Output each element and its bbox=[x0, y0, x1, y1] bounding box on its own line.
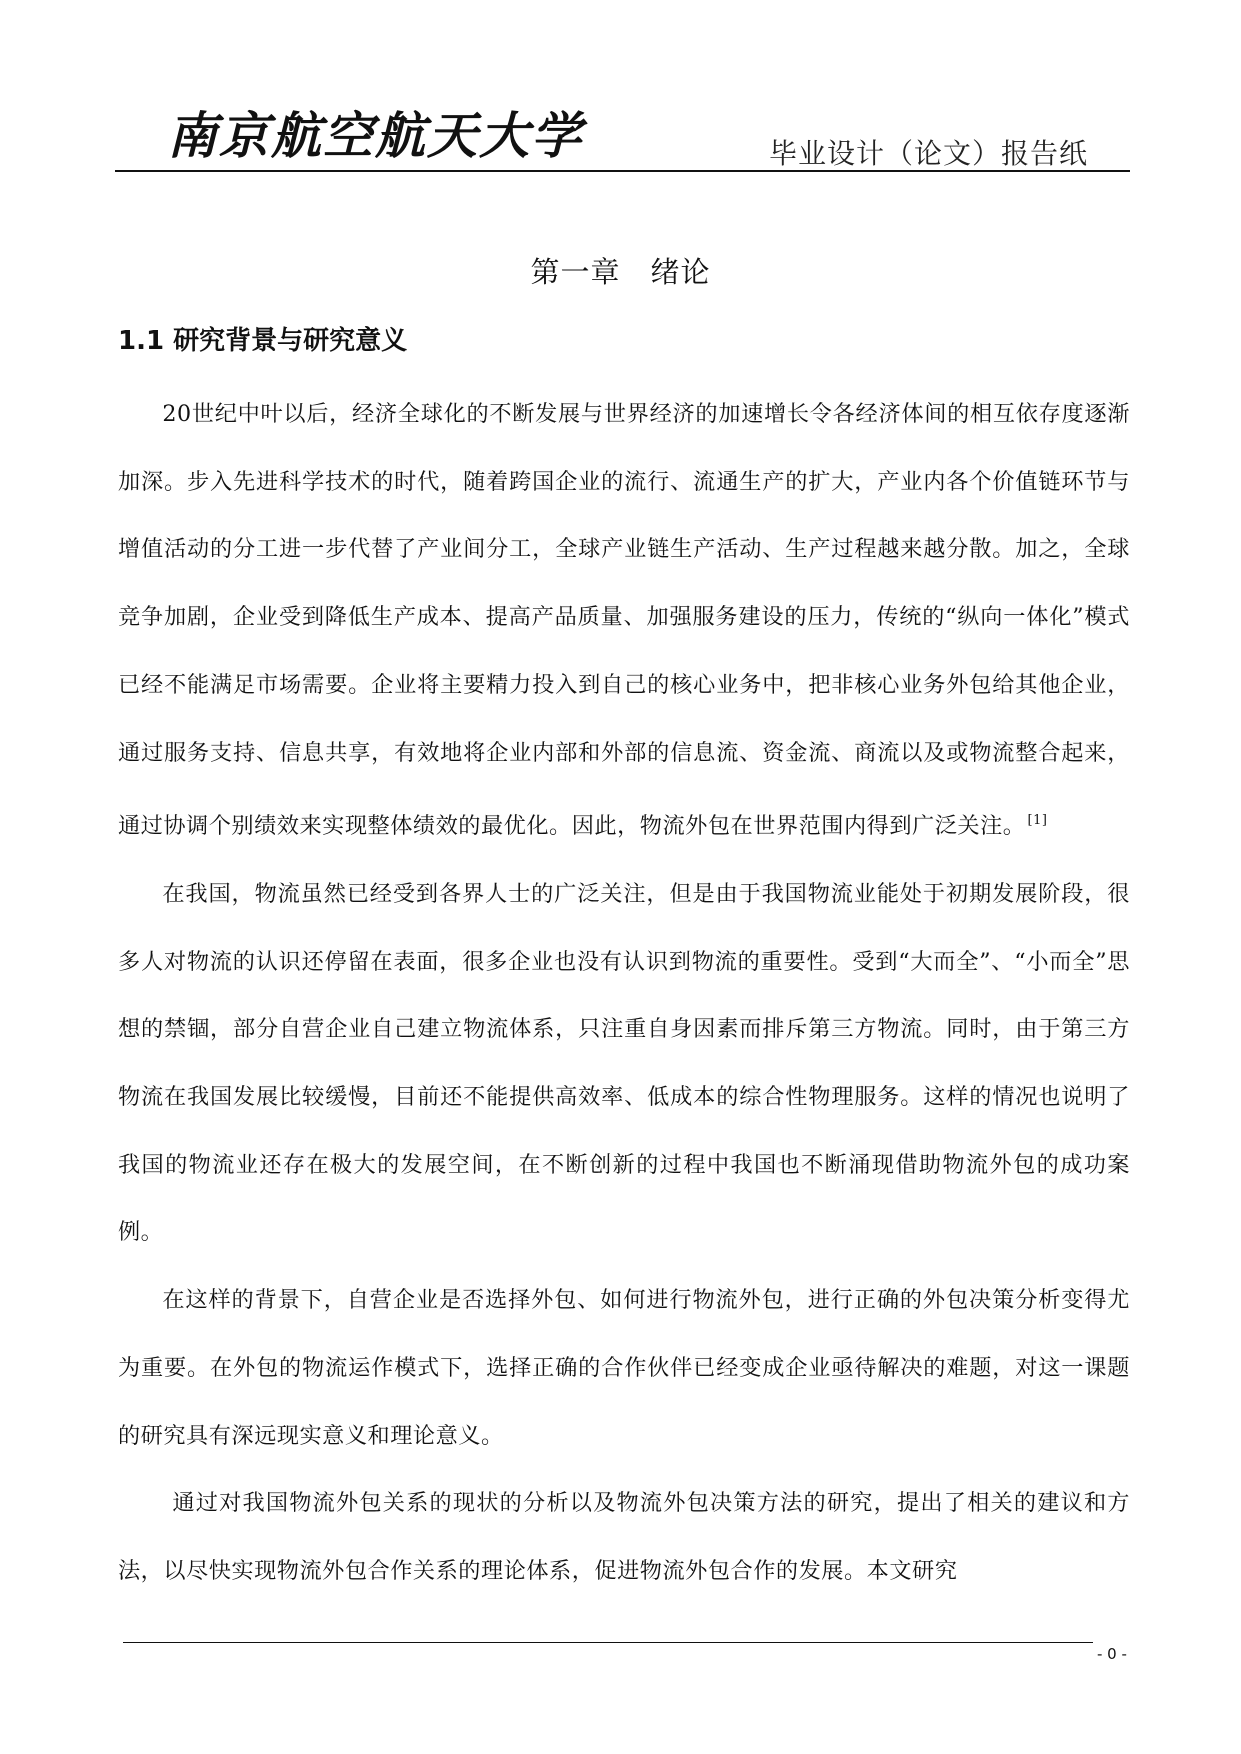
chapter-title: 第一章 绪论 bbox=[530, 255, 711, 289]
footer-divider bbox=[123, 1642, 1093, 1643]
header-divider bbox=[115, 170, 1130, 172]
paragraph: 在我国，物流虽然已经受到各界人士的广泛关注，但是由于我国物流业能处于初期发展阶段，很多人对物流的认识还停留在表面，很多企业也没有认识到物流的重要性。受到“大而全”、“小而全”思想的禁锢，部分自营企业自己建立物流体系，只注重自身因素而排斥第三方物流。同时，由于第三方物流在我国发展比较缓慢，目前还不能提供高效率、低成本的综合性物理服务。这样的情况也说明了我国的物流业还存在极大的发展空间，在不断创新的过程中我国也不断涌现借助物流外包的成功案例。 bbox=[118, 880, 1130, 1246]
header-title: 毕业设计（论文）报告纸 bbox=[768, 137, 1088, 170]
paragraph: 在这样的背景下，自营企业是否选择外包、如何进行物流外包，进行正确的外包决策分析变得尤为重要。在外包的物流运作模式下，选择正确的合作伙伴已经变成企业亟待解决的难题，对这一课题的研究具有深远现实意义和理论意义。 bbox=[118, 1287, 1130, 1449]
paragraph bbox=[118, 381, 1130, 861]
section-title: 1.1 研究背景与研究意义 bbox=[118, 326, 408, 356]
page-number: - 0 - bbox=[1097, 1645, 1127, 1663]
citation-marker: [1] bbox=[1027, 813, 1048, 829]
body-text bbox=[118, 381, 1130, 1606]
paragraph-text: 20世纪中叶以后，经济全球化的不断发展与世界经济的加速增长令各经济体间的相互依存度逐渐加深。步入先进科学技术的时代，随着跨国企业的流行、流通生产的扩大，产业内各个价值链环节与增值活动的分工进一步代替了产业间分工，全球产业链生产活动、生产过程越来越分散。加之，全球竞争加剧，企业受到降低生产成本、提高产品质量、加强服务建设的压力，传统的“纵向一体化”模式已经不能满足市场需要。企业将主要精力投入到自己的核心业务中，把非核心业务外包给其他企业，通过服务支持、信息共享，有效地将企业内部和外部的信息流、资金流、商流以及或物流整合起来，通过协调个别绩效来实现整体绩效的最优化。因此，物流外包在世界范围内得到广泛关注。 bbox=[118, 401, 1130, 840]
paragraph: 通过对我国物流外包关系的现状的分析以及物流外包决策方法的研究，提出了相关的建议和方法，以尽快实现物流外包合作关系的理论体系，促进物流外包合作的发展。本文研究 bbox=[118, 1490, 1130, 1584]
university-logo: 南京航空航天大学 bbox=[167, 106, 583, 165]
page-header bbox=[115, 92, 1130, 172]
